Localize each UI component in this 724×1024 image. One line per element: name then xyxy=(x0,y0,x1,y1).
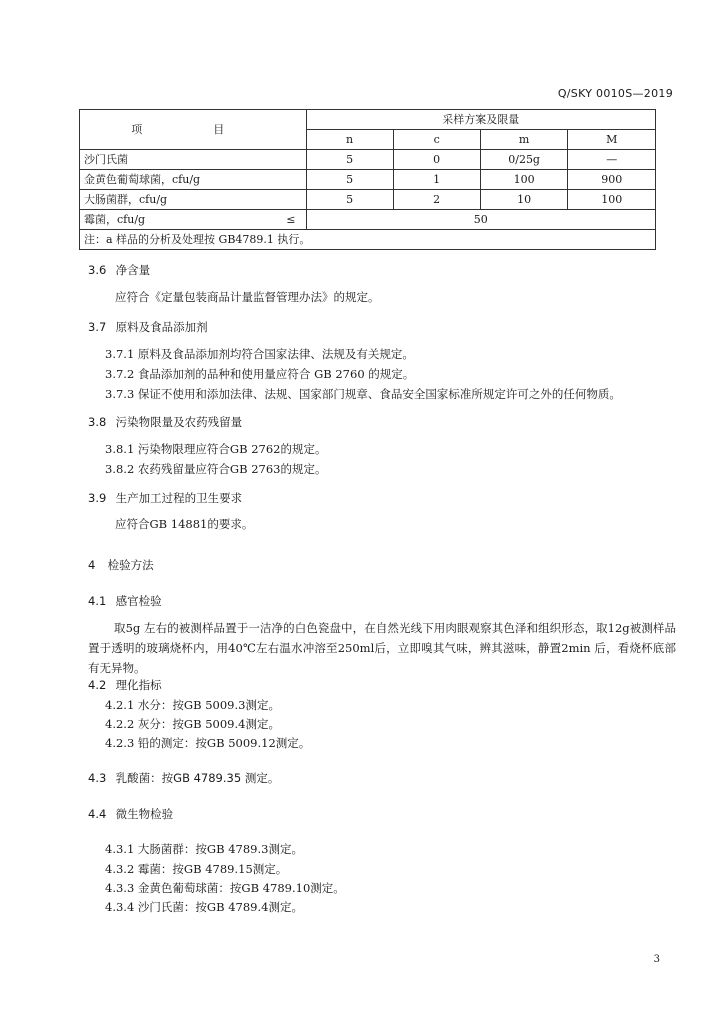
clause: 4.3.4 沙门氏菌：按GB 4789.4测定。 xyxy=(105,900,303,914)
table-note-row xyxy=(80,230,656,250)
standard-code: Q/SKY 0010S—2019 xyxy=(557,87,673,100)
row-m: 100 xyxy=(480,170,568,190)
clause: 3.7.1 原料及食品添加剂均符合国家法律、法规及有关规定。 xyxy=(105,347,414,361)
clause: 4.3.1 大肠菌群：按GB 4789.3测定。 xyxy=(105,842,303,856)
row-m: 10 xyxy=(480,190,568,210)
col-header-M: M xyxy=(568,130,656,150)
col-header-c: c xyxy=(393,130,480,150)
le-symbol: ≤ xyxy=(286,213,296,226)
clause: 3.7.2 食品添加剂的品种和使用量应符合 GB 2760 的规定。 xyxy=(105,367,415,381)
row-c: 1 xyxy=(393,170,480,190)
clause: 4.3.2 霉菌：按GB 4789.15测定。 xyxy=(105,862,288,876)
row-c: 0 xyxy=(393,150,480,170)
section-body: 应符合GB 14881的要求。 xyxy=(115,517,254,531)
clause: 3.7.3 保证不使用和添加法律、法规、国家部门规章、食品安全国家标准所规定许可之外的任何物质。 xyxy=(105,387,621,401)
clause: 3.8.1 污染物限理应符合GB 2762的规定。 xyxy=(105,442,327,456)
row-M: 100 xyxy=(568,190,656,210)
row-n: 5 xyxy=(306,150,393,170)
item-header: 项 目 xyxy=(80,110,307,150)
mold-limit: 50 xyxy=(306,210,656,230)
group-header: 采样方案及限量 xyxy=(306,110,656,130)
clause: 4.3.3 金黄色葡萄球菌：按GB 4789.10测定。 xyxy=(105,881,345,895)
row-item: 沙门氏菌 xyxy=(80,150,307,170)
col-header-n: n xyxy=(306,130,393,150)
table-note: 注：a 样品的分析及处理按 GB4789.1 执行。 xyxy=(80,230,656,250)
section-heading: 4.2 理化指标 xyxy=(88,678,162,692)
row-M: — xyxy=(568,150,656,170)
clause: 3.8.2 农药残留量应符合GB 2763的规定。 xyxy=(105,462,327,476)
row-m: 0/25g xyxy=(480,150,568,170)
sensory-test-paragraph: 取5g 左右的被测样品置于一洁净的白色瓷盘中，在自然光线下用肉眼观察其色泽和组织形态，取12g被测样品置于透明的玻璃烧杯内，用40℃左右温水冲溶至250ml后，立即嗅其气味，辨其滋味，静置2min 后，看烧杯底部有无异物。 xyxy=(88,621,676,675)
row-item: 金黄色葡萄球菌，cfu/g xyxy=(80,170,307,190)
chapter-heading: 4 检验方法 xyxy=(88,558,154,572)
row-item: 大肠菌群，cfu/g xyxy=(80,190,307,210)
row-n: 5 xyxy=(306,170,393,190)
sampling-limits-table xyxy=(79,109,656,250)
section-body: 应符合《定量包装商品计量监督管理办法》的规定。 xyxy=(115,290,380,304)
clause: 4.2.1 水分：按GB 5009.3测定。 xyxy=(105,698,280,712)
row-M: 900 xyxy=(568,170,656,190)
section-heading: 3.8 污染物限量及农药残留量 xyxy=(88,415,243,429)
section-heading: 3.7 原料及食品添加剂 xyxy=(88,320,208,334)
section-heading: 4.1 感官检验 xyxy=(88,594,162,608)
section-heading: 4.4 微生物检验 xyxy=(88,807,174,821)
mold-item-cell xyxy=(80,210,307,230)
clause: 4.2.2 灰分：按GB 5009.4测定。 xyxy=(105,717,280,731)
section-heading: 3.9 生产加工过程的卫生要求 xyxy=(88,491,243,505)
section-heading: 3.6 净含量 xyxy=(88,263,151,277)
mold-item: 霉菌，cfu/g xyxy=(84,213,146,226)
table-row xyxy=(80,170,656,190)
row-c: 2 xyxy=(393,190,480,210)
table-row-mold xyxy=(80,210,656,230)
table-row xyxy=(80,150,656,170)
clause: 4.2.3 铅的测定：按GB 5009.12测定。 xyxy=(105,736,311,750)
col-header-m: m xyxy=(480,130,568,150)
row-n: 5 xyxy=(306,190,393,210)
page-number: 3 xyxy=(653,954,660,965)
section-heading: 4.3 乳酸菌：按GB 4789.35 测定。 xyxy=(88,771,280,785)
table-header-row xyxy=(80,110,656,130)
table-row xyxy=(80,190,656,210)
